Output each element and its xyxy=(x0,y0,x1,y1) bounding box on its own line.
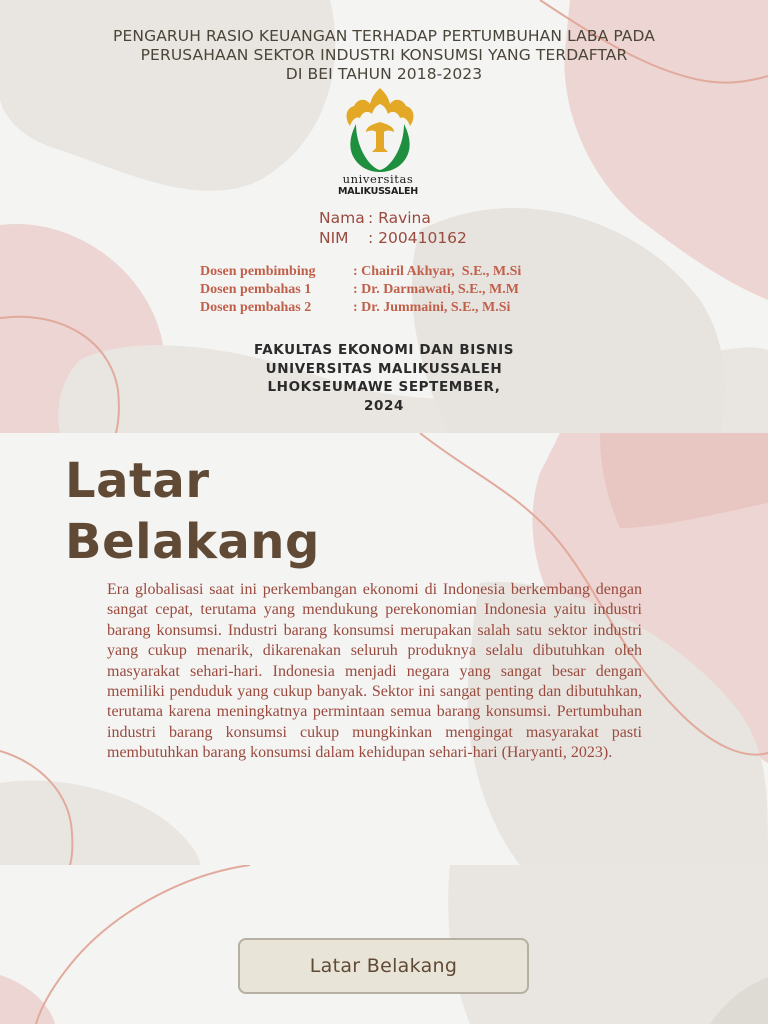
section-heading-line: Latar xyxy=(65,453,210,509)
lecturer-name: : Dr. Jummaini, S.E., M.Si xyxy=(353,300,511,315)
lecturer-role: Dosen pembimbing xyxy=(200,264,316,279)
beige-blob-bottom-left xyxy=(0,780,200,865)
identity-row-nama xyxy=(319,208,467,228)
section-heading xyxy=(65,451,320,573)
background-paragraph: Era globalisasi saat ini perkembangan ekonomi di Indonesia berkembang dengan sangat cepat, terutama yang mendukung perekonomian Indonesia yaitu industri barang konsumsi. Industri barang konsumsi merupakan salah satu sektor industri yang cukup menarik, dikarenakan seluruh produknya selalu dibutuhkan oleh masyarakat sehari-hari. Indonesia menjadi negara yang sangat besar dengan memiliki penduduk yang cukup banyak. Sektor ini sangat penting dan dibutuhkan, terutama karena meningkatnya permintaan semua barang konsumsi. Pertumbuhan industri barang konsumsi cukup mungkinkan mengingat masyarakat pasti membutuhkan barang konsumsi dalam kehidupan sehari-hari (Haryanti, 2023). xyxy=(107,581,642,762)
lecturer-role: Dosen pembahas 2 xyxy=(200,300,312,315)
identity-value: : 200410162 xyxy=(368,229,467,247)
section-heading-line: Belakang xyxy=(65,514,320,570)
faculty-info xyxy=(184,341,584,415)
latar-belakang-button[interactable]: Latar Belakang xyxy=(238,938,529,994)
next-slide xyxy=(0,865,768,1024)
faculty-line: 2024 xyxy=(364,397,404,414)
lecturer-name: : Dr. Darmawati, S.E., M.M xyxy=(353,282,519,297)
thesis-title-line: DI BEI TAHUN 2018-2023 xyxy=(285,65,483,83)
lecturer-name: : Chairil Akhyar, S.E., M.Si xyxy=(353,264,522,279)
identity-label: Nama xyxy=(319,209,365,227)
lecturer-row xyxy=(200,281,521,299)
thesis-title-line: PENGARUH RASIO KEUANGAN TERHADAP PERTUMBUHAN LABA PADA xyxy=(113,27,655,45)
thesis-title-line: PERUSAHAAN SEKTOR INDUSTRI KONSUMSI YANG TERDAFTAR xyxy=(140,46,628,64)
faculty-line: LHOKSEUMAWE SEPTEMBER, xyxy=(267,379,501,395)
lecturer-row xyxy=(200,263,521,281)
logo-text-malikussaleh: MALIKUSSALEH xyxy=(337,186,418,197)
background-slide xyxy=(0,433,768,865)
student-identity xyxy=(319,208,467,248)
cover-slide xyxy=(0,0,768,433)
faculty-line: UNIVERSITAS MALIKUSSALEH xyxy=(265,360,503,377)
curve-line xyxy=(36,865,250,1024)
identity-value: : Ravina xyxy=(368,209,431,227)
lecturers-list xyxy=(200,263,521,317)
lecturer-row xyxy=(200,299,521,317)
identity-label: NIM xyxy=(319,229,349,247)
identity-row-nim xyxy=(319,228,467,248)
faculty-line: FAKULTAS EKONOMI DAN BISNIS xyxy=(253,342,515,358)
lecturer-role: Dosen pembahas 1 xyxy=(200,282,312,297)
logo-text-universitas: universitas xyxy=(342,172,414,186)
thesis-title xyxy=(60,27,708,84)
